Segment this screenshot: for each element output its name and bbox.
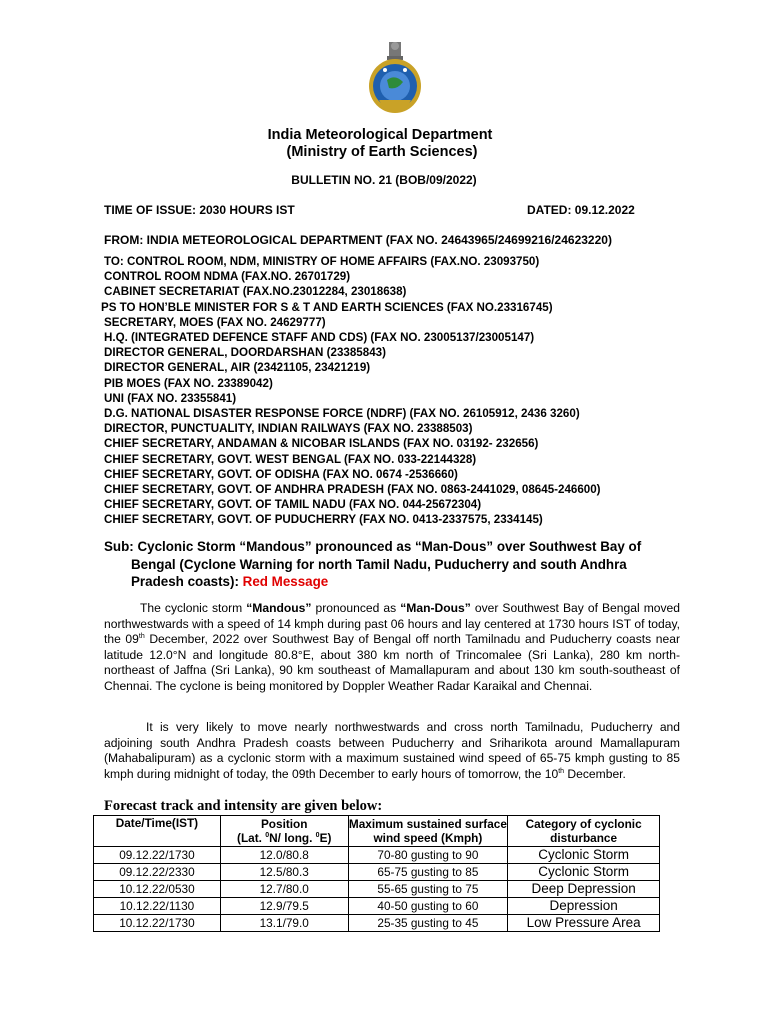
recipient-item: CHIEF SECRETARY, GOVT. OF TAMIL NADU (FAX NO. 044-25672304) bbox=[104, 498, 482, 512]
storm-pronunciation: “Man-Dous” bbox=[400, 601, 471, 615]
subject-line-2: Bengal (Cyclone Warning for north Tamil Nadu, Puducherry and south Andhra bbox=[131, 556, 627, 572]
recipient-item: CHIEF SECRETARY, ANDAMAN & NICOBAR ISLANDS (FAX NO. 03192- 232656) bbox=[104, 437, 539, 451]
recipient-item: DIRECTOR GENERAL, DOORDARSHAN (23385843) bbox=[104, 346, 386, 360]
issue-date: DATED: 09.12.2022 bbox=[527, 203, 635, 217]
cell-position: 13.1/79.0 bbox=[220, 915, 348, 932]
storm-name: “Mandous” bbox=[246, 601, 312, 615]
subject-line-3 bbox=[104, 573, 694, 591]
table-row bbox=[94, 898, 660, 915]
col-header-wind: Maximum sustained surface wind speed (Kmph) bbox=[348, 817, 507, 845]
cell-position: 12.0/80.8 bbox=[220, 847, 348, 864]
bulletin-number: BULLETIN NO. 21 (BOB/09/2022) bbox=[291, 173, 477, 187]
cell-date: 10.12.22/1130 bbox=[94, 898, 221, 915]
recipient-item: D.G. NATIONAL DISASTER RESPONSE FORCE (NDRF) (FAX NO. 26105912, 2436 3260) bbox=[104, 407, 580, 421]
paragraph-current-position: The cyclonic storm “Mandous” pronounced as “Man-Dous” over Southwest Bay of Bengal moved northwestwards with a speed of 14 kmph during past 06 hours and lay centered at 1730 hours IST of today, the 09th December, 2022 over Southwest Bay of Bengal off north Tamilnadu and Puducherry coasts near latitude 12.0°N and longitude 80.8°E, about 380 km north of Trincomalee (Sri Lanka), 280 km north-northeast of Jaffna (Sri Lanka), 90 km southeast of Mamallapuram and about 130 km south-southeast of Chennai. The cyclone is being monitored by Doppler Weather Radar Karaikal and Chennai. bbox=[104, 601, 680, 693]
recipient-item: CHIEF SECRETARY, GOVT. WEST BENGAL (FAX NO. 033-22144328) bbox=[104, 452, 477, 466]
subject-block bbox=[104, 538, 694, 591]
cell-date: 10.12.22/0530 bbox=[94, 881, 221, 898]
recipient-item: DIRECTOR, PUNCTUALITY, INDIAN RAILWAYS (FAX NO. 23388503) bbox=[104, 422, 473, 436]
red-message-label: Red Message bbox=[242, 574, 329, 589]
cell-wind: 70-80 gusting to 90 bbox=[348, 847, 508, 864]
recipient-item: CHIEF SECRETARY, GOVT. OF ODISHA (FAX NO. 0674 -2536660) bbox=[104, 467, 458, 481]
subject-line-1: Sub: Cyclonic Storm “Mandous” pronounced as “Man-Dous” over Southwest Bay of bbox=[104, 539, 642, 554]
recipient-item: CABINET SECRETARIAT (FAX.NO.23012284, 23018638) bbox=[104, 285, 407, 299]
cell-date: 09.12.22/1730 bbox=[94, 847, 221, 864]
ministry-title: (Ministry of Earth Sciences) bbox=[286, 144, 478, 160]
time-of-issue: TIME OF ISSUE: 2030 HOURS IST bbox=[104, 203, 295, 217]
recipient-item: H.Q. (INTEGRATED DEFENCE STAFF AND CDS) (FAX NO. 23005137/23005147) bbox=[104, 331, 535, 345]
recipient-item: SECRETARY, MOES (FAX NO. 24629777) bbox=[104, 315, 326, 329]
cell-wind: 65-75 gusting to 85 bbox=[348, 864, 508, 881]
recipient-item: UNI (FAX NO. 23355841) bbox=[104, 391, 237, 405]
cell-category: Cyclonic Storm bbox=[508, 847, 660, 864]
table-header-row bbox=[94, 816, 660, 847]
cell-date: 10.12.22/1730 bbox=[94, 915, 221, 932]
cell-wind: 40-50 gusting to 60 bbox=[348, 898, 508, 915]
cell-category: Low Pressure Area bbox=[508, 915, 660, 932]
recipient-list bbox=[101, 254, 601, 528]
recipient-item: CHIEF SECRETARY, GOVT. OF ANDHRA PRADESH (FAX NO. 0863-2441029, 08645-246600) bbox=[104, 483, 601, 497]
col-header-position: Position (Lat. $^0$N/ long. $^0$E) bbox=[220, 816, 348, 847]
from-line: FROM: INDIA METEOROLOGICAL DEPARTMENT (FAX NO. 24643965/24699216/24623220) bbox=[104, 233, 612, 247]
recipient-item: CONTROL ROOM NDMA (FAX.NO. 26701729) bbox=[104, 270, 351, 284]
subject-line-3-text: Pradesh coasts): bbox=[131, 574, 239, 589]
table-row bbox=[94, 881, 660, 898]
col-header-date: Date/Time(IST) bbox=[94, 816, 221, 847]
recipient-item: CHIEF SECRETARY, GOVT. OF PUDUCHERRY (FAX NO. 0413-2337575, 2334145) bbox=[104, 513, 543, 527]
col-header-category: Category of cyclonic disturbance bbox=[508, 816, 660, 847]
recipient-item: PS TO HON’BLE MINISTER FOR S & T AND EARTH SCIENCES (FAX NO.23316745) bbox=[101, 300, 553, 314]
imd-emblem-icon bbox=[365, 40, 425, 118]
paragraph-forecast: It is very likely to move nearly northwestwards and cross north Tamilnadu, Puducherry and adjoining south Andhra Pradesh coasts between Puducherry and Sriharikota around Mamallapuram (Mahabalipuram) as a cyclonic storm with a maximum sustained wind speed of 65-75 kmph gusting to 85 kmph during midnight of today, the 09th December to early hours of tomorrow, the 10th December. bbox=[104, 720, 680, 781]
cell-wind: 55-65 gusting to 75 bbox=[348, 881, 508, 898]
forecast-heading: Forecast track and intensity are given below: bbox=[104, 798, 383, 814]
cell-wind: 25-35 gusting to 45 bbox=[348, 915, 508, 932]
table-row bbox=[94, 847, 660, 864]
org-title: India Meteorological Department bbox=[267, 127, 493, 143]
table-row bbox=[94, 915, 660, 932]
cell-category: Cyclonic Storm bbox=[508, 864, 660, 881]
recipient-item: TO: CONTROL ROOM, NDM, MINISTRY OF HOME AFFAIRS (FAX.NO. 23093750) bbox=[104, 255, 540, 268]
cell-date: 09.12.22/2330 bbox=[94, 864, 221, 881]
cell-position: 12.9/79.5 bbox=[220, 898, 348, 915]
recipient-item: DIRECTOR GENERAL, AIR (23421105, 23421219) bbox=[104, 361, 371, 375]
cell-position: 12.7/80.0 bbox=[220, 881, 348, 898]
cell-category: Deep Depression bbox=[508, 881, 660, 898]
cell-category: Depression bbox=[508, 898, 660, 915]
cell-position: 12.5/80.3 bbox=[220, 864, 348, 881]
recipient-item: PIB MOES (FAX NO. 23389042) bbox=[104, 376, 273, 390]
forecast-table bbox=[93, 815, 660, 932]
table-row bbox=[94, 864, 660, 881]
